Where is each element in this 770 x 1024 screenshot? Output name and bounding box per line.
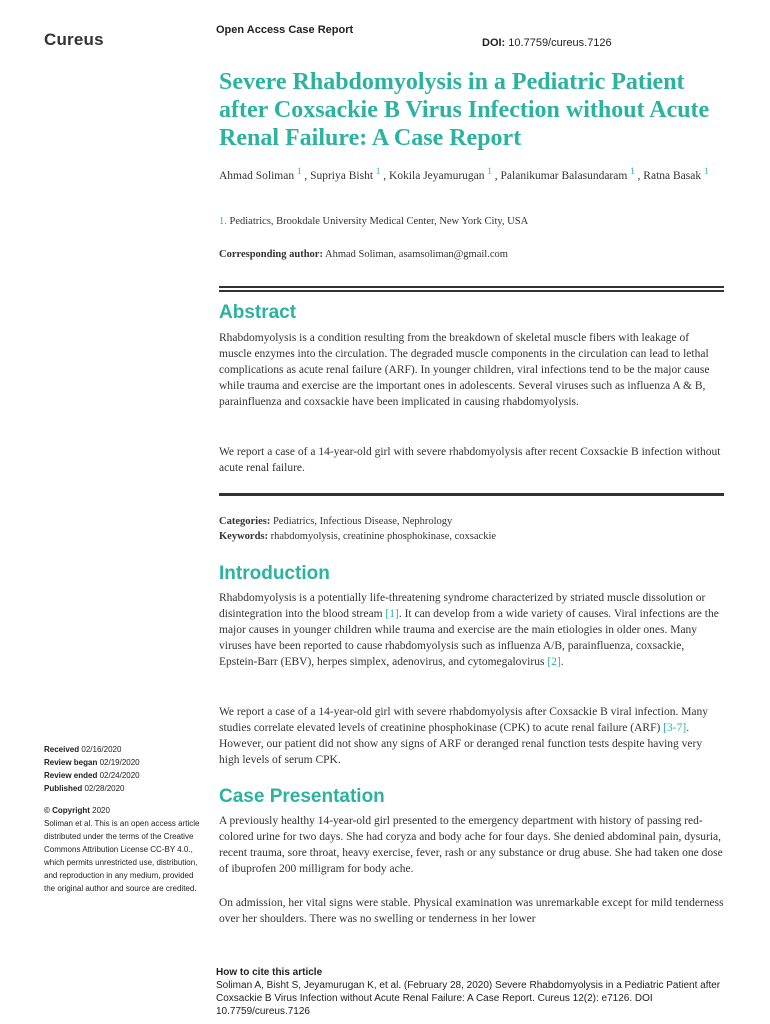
abstract-paragraph: Rhabdomyolysis is a condition resulting from the breakdown of skeletal muscle fibers with leakage of muscle enzymes into the circulation. The degraded muscle components in the circulation can lead to lethal complications as acute renal failure (ARF). In younger children, viral infections tend to be the major cause while trauma and exercise are the important ones in adolescents. Several viruses such as influenza A & B, parainfluenza and coxsackie have been implicated in causing rhabdomyolysis.	[219, 332, 710, 408]
author-affiliation-mark: 1	[703, 166, 709, 176]
published-date	[44, 782, 204, 795]
section-divider	[219, 290, 724, 292]
review-ended-label: Review ended	[44, 771, 98, 780]
review-ended-value: 02/24/2020	[99, 771, 140, 780]
keywords-line	[219, 529, 496, 544]
citation-link[interactable]: [1]	[385, 608, 399, 620]
author-affiliation-mark: 1	[375, 166, 381, 176]
author-name[interactable]: Kokila Jeyamurugan	[389, 169, 485, 182]
paragraph-text: .	[560, 656, 564, 668]
case-presentation-heading: Case Presentation	[219, 786, 385, 807]
published-value: 02/28/2020	[84, 784, 125, 793]
doi-value[interactable]: 10.7759/cureus.7126	[508, 37, 612, 49]
corresponding-author	[219, 249, 508, 260]
doi-line	[482, 37, 612, 49]
paragraph-text: We report a case of a 14-year-old girl with severe rhabdomyolysis after Coxsackie B viral infection. Many studies correlate elevated levels of creatinine phosphokinase (CPK) to acute renal failure (ARF)	[219, 706, 709, 734]
affiliation-number: 1.	[219, 216, 227, 227]
doi-label: DOI:	[482, 37, 506, 49]
article-title: Severe Rhabdomyolysis in a Pediatric Patient after Coxsackie B Virus Infection without Acute Renal Failure: A Case Report	[219, 69, 710, 151]
corresponding-text: Ahmad Soliman, asamsoliman@gmail.com	[325, 249, 508, 260]
review-began-value: 02/19/2020	[99, 758, 140, 767]
author-name[interactable]: Palanikumar Balasundaram	[500, 169, 628, 182]
how-to-cite-label: How to cite this article	[216, 967, 323, 978]
introduction-heading: Introduction	[219, 563, 330, 584]
keywords-label: Keywords:	[219, 531, 268, 542]
corresponding-label: Corresponding author:	[219, 249, 323, 260]
copyright-line	[44, 804, 204, 817]
received-label: Received	[44, 745, 80, 754]
received-date	[44, 743, 204, 756]
section-divider	[219, 286, 724, 288]
copyright-label: © Copyright	[44, 806, 90, 815]
author-name[interactable]: Ahmad Soliman	[219, 169, 295, 182]
citation-text: Soliman A, Bisht S, Jeyamurugan K, et al. (February 28, 2020) Severe Rhabdomyolysis in a Pediatric Patient after Coxsackie B Virus Infection without Acute Renal Failure: A Case Report. Cureus 12(2): e7126. DOI 10.7759/cureus.7126	[216, 980, 721, 1017]
cureus-logo[interactable]: Cureus	[44, 30, 104, 49]
paragraph-text: . It can develop from a wide variety of causes. Viral infections are the major causes in younger children while trauma and exercise are the main etiologies in older ones. Many viruses have been reported to cause rhabdomyolysis such as influenza A/B, parainfluenza, coxsackie, Epstein-Barr (EBV), herpes simplex, adenovirus, and cytomegalovirus	[219, 608, 719, 668]
author-affiliation-mark: 1	[296, 166, 302, 176]
keywords-value: rhabdomyolysis, creatinine phosphokinase, coxsackie	[270, 531, 497, 542]
paragraph-text: Rhabdomyolysis is a potentially life-threatening syndrome characterized by striated muscle dissolution or disintegration into the blood stream	[219, 592, 706, 620]
paragraph-text: . However, our patient did not show any signs of ARF or deranged renal function tests despite having very high levels of serum CPK.	[219, 722, 703, 766]
license-text: Soliman et al. This is an open access article distributed under the terms of the Creative Commons Attribution License CC-BY 4.0., which permits unrestricted use, distribution, and reproduction in any medium, provided the original author and source are credited.	[44, 819, 200, 893]
affiliation-text: Pediatrics, Brookdale University Medical Center, New York City, USA	[229, 216, 529, 227]
case-paragraph: On admission, her vital signs were stable. Physical examination was unremarkable except for mild tenderness over her shoulders. There was no swelling or tenderness in her lower	[219, 897, 724, 925]
received-value: 02/16/2020	[81, 745, 122, 754]
affiliation	[219, 216, 528, 227]
citation-link[interactable]: [3-7]	[663, 722, 687, 734]
author-name[interactable]: Ratna Basak	[643, 169, 702, 182]
author-affiliation-mark: 1	[487, 166, 492, 176]
case-paragraph: A previously healthy 14-year-old girl presented to the emergency department with history of passing red-colored urine for two days. She had coryza and body ache for four days. She denied abdominal pain, dysuria, recent trauma, sore throat, heavy exercise, fever, rash or any substance or drug abuse. She had taken one dose of ibuprofen 200 milligram for body ache.	[219, 815, 723, 875]
abstract-heading: Abstract	[219, 302, 297, 323]
author-name[interactable]: Supriya Bisht	[310, 169, 374, 182]
review-began-label: Review began	[44, 758, 98, 767]
abstract-paragraph: We report a case of a 14-year-old girl with severe rhabdomyolysis after recent Coxsackie B infection without acute renal failure.	[219, 446, 721, 474]
abstract-bottom-divider	[219, 493, 724, 496]
categories-line	[219, 514, 452, 529]
categories-value[interactable]: Pediatrics, Infectious Disease, Nephrology	[272, 516, 453, 527]
article-type: Open Access Case Report	[216, 24, 354, 36]
review-began-date	[44, 756, 204, 769]
copyright-year: 2020	[92, 806, 110, 815]
author-list: Ahmad Soliman $^1$ , Supriya Bisht $^1$ , Kokila Jeyamurugan $^1$ , Palanikumar Balasundaram $^1$ , Ratna Basak $^1$	[219, 166, 709, 182]
review-ended-date	[44, 769, 204, 782]
how-to-cite	[216, 966, 726, 1018]
introduction-paragraph	[219, 704, 724, 768]
categories-label: Categories:	[219, 516, 271, 527]
published-label: Published	[44, 784, 83, 793]
citation-link[interactable]: [2]	[547, 656, 561, 668]
introduction-paragraph	[219, 590, 724, 670]
author-affiliation-mark: 1	[630, 166, 635, 176]
